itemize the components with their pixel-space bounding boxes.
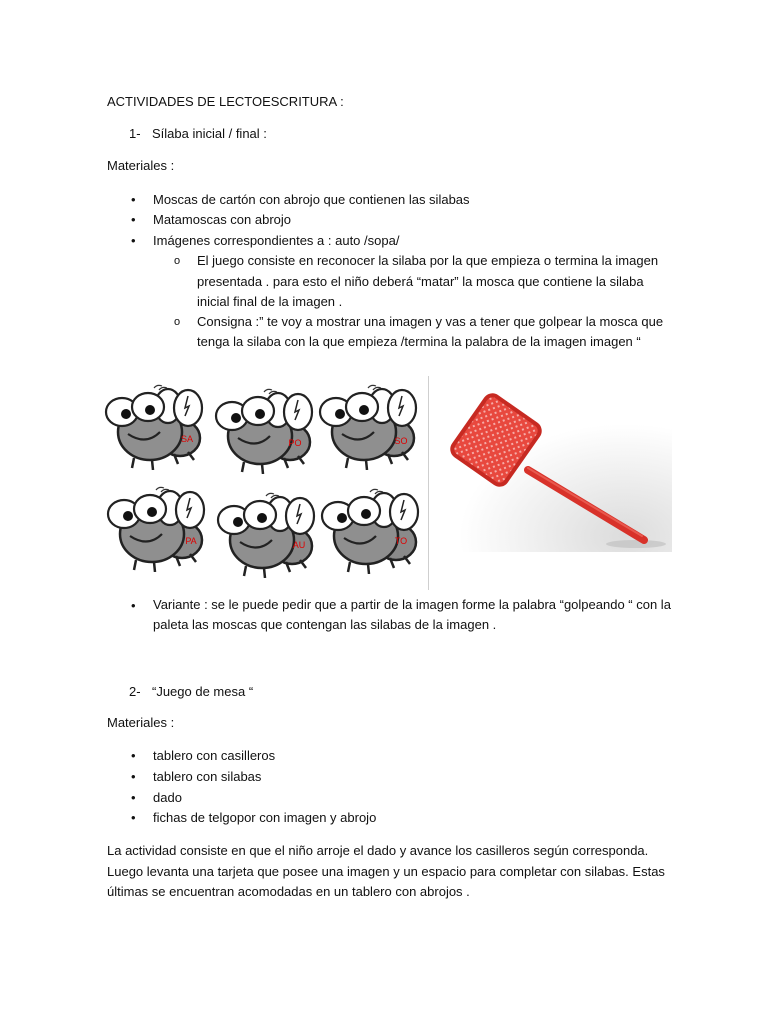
list-item: Imágenes correspondientes a : auto /sopa/: [153, 233, 400, 248]
fly-syllable: PA: [185, 536, 197, 546]
paragraph-line: últimas se encuentran acomodadas en un tablero con abrojos .: [107, 884, 470, 899]
fly-card: [216, 488, 320, 578]
list-item: Moscas de cartón con abrojo que contienen las silabas: [153, 192, 470, 207]
fly-icon: [320, 484, 424, 574]
image-divider: [428, 376, 429, 590]
fly-icon: [104, 380, 208, 470]
variant-line: paleta las moscas que contengan las silabas de la imagen .: [153, 617, 497, 632]
paragraph-line: Luego levanta una tarjeta que posee una imagen y un espacio para completar con silabas. Estas: [107, 864, 665, 879]
page-title: ACTIVIDADES DE LECTOESCRITURA :: [107, 94, 344, 109]
list-item: tablero con casilleros: [153, 748, 276, 763]
section2-number: 2-: [129, 684, 141, 699]
fly-syllable: SO: [394, 436, 408, 446]
fly-icon: [318, 380, 422, 470]
fly-card: [320, 484, 424, 574]
circle-bullet-icon: o: [174, 255, 181, 267]
list-item: tablero con silabas: [153, 769, 262, 784]
bullet-icon: •: [131, 598, 136, 613]
variant-line: Variante : se le puede pedir que a partir de la imagen forme la palabra “golpeando “ con la: [153, 597, 671, 612]
section1-number: 1-: [129, 126, 141, 141]
section2-materials-label: Materiales :: [107, 715, 175, 730]
fly-syllable: TO: [394, 536, 408, 546]
circle-bullet-icon: o: [174, 316, 181, 328]
fly-swatter-image: [436, 392, 672, 552]
list-item: fichas de telgopor con imagen y abrojo: [153, 810, 377, 825]
fly-swatter-icon: [436, 392, 672, 552]
fly-card: [106, 482, 210, 572]
subitem-line: El juego consiste en reconocer la silaba por la que empieza o termina la imagen: [197, 253, 659, 268]
bullet-icon: •: [131, 790, 136, 805]
fly-syllable: PO: [288, 438, 302, 448]
subitem-line: Consigna :” te voy a mostrar una imagen y vas a tener que golpear la mosca que: [197, 314, 664, 329]
bullet-icon: •: [131, 233, 136, 248]
fly-syllable: SA: [180, 434, 193, 444]
bullet-icon: •: [131, 810, 136, 825]
fly-card: [318, 380, 422, 470]
fly-card: [214, 384, 318, 474]
section1-heading: Sílaba inicial / final :: [152, 126, 267, 141]
subitem-line: tenga la silaba con la que empieza /termina la palabra de la imagen imagen “: [197, 334, 641, 349]
fly-syllable: AU: [292, 540, 306, 550]
fly-card: [104, 380, 208, 470]
section1-materials-label: Materiales :: [107, 158, 175, 173]
bullet-icon: •: [131, 748, 136, 763]
subitem-line: inicial final de la imagen .: [197, 294, 343, 309]
subitem-line: presentada . para esto el niño deberá “matar” la mosca que contiene la silaba: [197, 274, 644, 289]
fly-icon: [106, 482, 210, 572]
fly-icon: [216, 488, 320, 578]
list-item: Matamoscas con abrojo: [153, 212, 292, 227]
section2-heading: “Juego de mesa “: [152, 684, 254, 699]
paragraph-line: La actividad consiste en que el niño arroje el dado y avance los casilleros según corresponda.: [107, 843, 649, 858]
bullet-icon: •: [131, 192, 136, 207]
fly-icon: [214, 384, 318, 474]
bullet-icon: •: [131, 769, 136, 784]
bullet-icon: •: [131, 212, 136, 227]
list-item: dado: [153, 790, 182, 805]
